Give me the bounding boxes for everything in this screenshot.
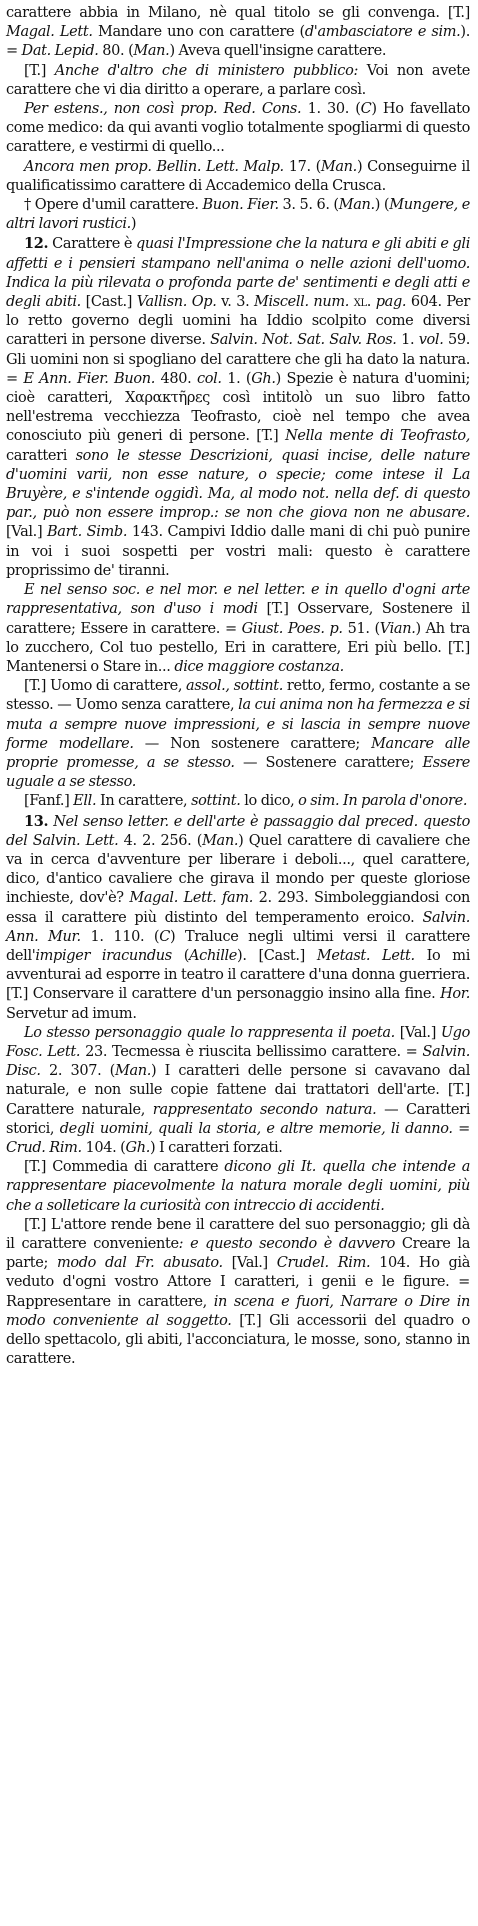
text-run: 1. 30. ( [301, 101, 361, 118]
text-run: 17. ( [283, 158, 321, 175]
text-run: 23. Tecmessa è riuscita bellissimo carattere. [80, 1043, 406, 1060]
text-run: 2. 307. ( [40, 1063, 115, 1080]
text-run: = Salvin. Disc. [6, 1043, 470, 1080]
text-run: 2. 293. Simboleggiandosi con essa il carattere più distinto del temperamento eroico. [6, 890, 471, 926]
text-run: modo dal Fr. abusato. [56, 1255, 223, 1272]
entry-paragraph [6, 4, 470, 62]
text-run: retto, fermo, costante a se stesso. — Uomo senza carattere, [6, 678, 470, 714]
text-run: 604. Per lo retto governo degli uomini ha Iddio scolpito come diversi caratteri in persone diverse. [6, 294, 470, 349]
text-run: Mungere, e altri lavori rustici. [6, 197, 470, 233]
text-run: [Val.] [394, 1024, 441, 1041]
text-run: Man. [115, 1063, 152, 1080]
text-run: 104. ( [81, 1139, 126, 1156]
text-run: ). [Cast.] [237, 947, 317, 964]
text-run: Salvin. Ann. Mur. [6, 909, 470, 945]
text-run: Anche d'altro che di ministero pubblico: [54, 62, 358, 79]
text-run: Gh. [251, 370, 276, 387]
text-run: [Cast.] [80, 294, 137, 311]
text-run: ) Aveva quell'insigne carattere. [169, 43, 387, 60]
text-run: Salvin. Not. Sat. Salv. Ros. [210, 332, 397, 349]
text-run: Mancare alle proprie promesse, a se stesso. [6, 735, 470, 771]
text-run: = E Ann. Fier. Buon. [6, 370, 155, 387]
text-run: caratteri [6, 447, 76, 464]
entry-paragraph [6, 100, 470, 158]
text-run: Magal. Lett. fam. [129, 890, 253, 907]
text-run: Hor. [440, 986, 470, 1003]
text-run: degli uomini, quali la storia, e altre memorie, li danno. = Crud. Rim. [6, 1120, 470, 1156]
entry-paragraph [6, 234, 470, 581]
entry-paragraph [6, 158, 470, 196]
text-run: — Non sostenere carattere; [133, 735, 372, 752]
text-run: Miscell. num. [254, 294, 350, 311]
text-run: [T.] Gli accessorii del quadro o dello spettacolo, gli abiti, l'acconciatura, le mosse, sono, stanno in carattere. [6, 1312, 470, 1368]
text-run: Crudel. Rim. [276, 1255, 371, 1272]
text-run: Metast. Lett. [316, 947, 415, 964]
text-run: : e questo secondo è davvero [178, 1236, 395, 1252]
text-run: — Sostenere carattere; [234, 754, 423, 771]
text-run: ) Ho favellato come medico: da qui avanti voglio totalmente spogliarmi di questo carattere, e vestirmi di quello... [6, 101, 470, 156]
entry-paragraph [6, 1158, 470, 1216]
text-run: Carattere è [48, 236, 136, 253]
text-run: Per estens., non così prop. Red. Cons. [24, 101, 302, 118]
text-run: [T.] [24, 62, 55, 79]
text-run: [T.] Commedia di carattere [24, 1159, 225, 1176]
text-run: Servetur ad imum. [6, 1005, 137, 1022]
text-run: impiger iracundus [35, 947, 172, 964]
text-run: 80. ( [98, 43, 134, 60]
text-run: ). [460, 24, 470, 41]
text-run: carattere abbia in Milano, nè qual titolo se gli convenga. [T.] [6, 5, 470, 21]
text-run: 3. 5. 6. ( [278, 197, 339, 214]
text-run: Essere uguale a se stesso. [6, 754, 470, 791]
text-run: [Val.] [222, 1255, 277, 1272]
text-run: Lo stesso personaggio quale lo rappresenta il poeta. [24, 1024, 395, 1041]
text-run: [T.] L'attore rende bene il carattere del suo personaggio; gli dà il carattere conveniente [6, 1216, 470, 1252]
text-run: Creare la parte; [6, 1236, 470, 1272]
text-run: Ell. [73, 793, 97, 810]
text-run: in scena e fuori, Narrare o Dire in modo conveniente al soggetto. [6, 1293, 470, 1329]
text-run: d'ambasciatore e sim. [304, 24, 461, 41]
text-run: ) Ah tra lo zucchero, Col tuo pestello, Eri in carattere, Eri più bello. [T.] Mantenersi o Stare in... [6, 620, 470, 675]
entry-paragraph [6, 196, 470, 234]
entry-paragraph [6, 792, 470, 811]
text-run: ) I caratteri delle persone si cavavano dal naturale, e non sulle copie fattene dai trattatori dell'arte. [T.] Carattere naturale, [6, 1063, 471, 1118]
text-run: [T.] Uomo di carattere, [24, 678, 187, 695]
text-run: = Giust. Poes. p. [224, 620, 343, 637]
text-run: rappresentato secondo natura. [152, 1101, 377, 1118]
text-run: dice maggiore costanza. [174, 658, 344, 675]
text-run: ) Quel carattere di cavaliere che va in cerca d'avventure per liberare i deboli..., quel carattere, dico, d'antico cavaliere che girava il mondo per queste gloriose inchieste, dov'è? [6, 832, 470, 907]
text-run: 1. [396, 332, 419, 349]
text-run: o sim. In parola d'onore. [298, 793, 468, 810]
text-run: [Val.] [6, 524, 47, 541]
text-run: Magal. Lett. [6, 24, 93, 41]
entry-paragraph [6, 62, 470, 100]
text-run: E nel senso soc. e nel mor. e nel letter. e in quello d'ogni arte rappresentativa, son d'uso i modi [6, 582, 470, 618]
text-run: la cui anima non ha fermezza e si muta a sempre nuove impressioni, e si lascia in sempre nuove forme modellare. [6, 697, 470, 752]
entry-paragraph [6, 1024, 470, 1158]
text-run: Nel senso letter. e dell'arte è passaggio dal preced. questo del Salvin. Lett. [6, 813, 470, 849]
text-run: ( [171, 947, 190, 964]
text-run: ) Traluce negli ultimi versi il carattere dell' [6, 928, 470, 964]
text-run: dicono gli It. quella che intende a rappresentare piacevolmente la natura morale degli uomini, più che a solleticare la curiosità con intreccio di accidenti. [6, 1159, 471, 1214]
text-run: 104. Ho già veduto d'ogni vostro Attore I caratteri, i genii e le figure. = Rappresentare in carattere, [6, 1255, 471, 1310]
text-run: 143. Campivi Iddio dalle mani di chi può punire in voi i suoi sospetti per vostri mali: questo è carattere proprissimo de' tiranni. [6, 524, 470, 579]
text-run: 51. ( [342, 620, 380, 637]
text-run: col. [196, 370, 222, 387]
text-run: Vallisn. Op. [136, 294, 217, 311]
text-run: lo dico, [240, 793, 299, 810]
text-run: quasi l'Impressione che la natura e gli abiti e gli affetti e i pensieri stampano nell'anima o nelle azioni dell'uomo. Indica la più rilevata o profonda parte de' sentimenti e degli atti e degli abiti. [6, 236, 470, 311]
text-run: C [159, 928, 170, 945]
text-run: ) I caratteri forzati. [149, 1139, 283, 1156]
text-run: pag. [375, 294, 407, 311]
text-run: Ugo Fosc. Lett. [6, 1024, 470, 1060]
text-run: Man. [133, 43, 170, 60]
text-run: Nella mente di Teofrasto, [285, 428, 471, 445]
text-run: xl. [353, 294, 372, 311]
text-run: In carattere, [96, 793, 192, 810]
entry-paragraph [6, 1216, 470, 1370]
text-run: Bart. Simb. [47, 524, 128, 541]
text-run: 13. [24, 812, 49, 830]
text-run: assol., sottint. [186, 678, 284, 695]
text-run: ) ( [374, 197, 390, 214]
entry-paragraph [6, 581, 470, 677]
text-run: C [360, 101, 372, 118]
text-run: Ancora men prop. Bellin. Lett. Malp. [24, 158, 284, 175]
text-run: Buon. Fier. [202, 197, 279, 214]
text-run: Vian. [379, 620, 416, 637]
text-run: 12. [24, 235, 49, 253]
text-run: 59. Gli uomini non si spogliano del carattere che gli ha dato la natura. [6, 332, 470, 368]
text-run: ) Spezie è natura d'uomini; cioè caratteri, Χαρακτῆρες così intitolò un suo libro fatto nell'estrema vecchiezza Teofrasto, cioè nel tempo che avea conosciuto più generi di persone. [T.] [6, 370, 470, 445]
text-run: 4. 2. 256. ( [118, 832, 203, 849]
text-run: [T.] Osservare, Sostenere il carattere; Essere in carattere. [6, 601, 470, 637]
text-run: — Caratteri storici, [6, 1101, 471, 1137]
text-run: Mandare uno con carattere ( [92, 24, 305, 41]
entry-paragraph [6, 812, 470, 1024]
text-run: sono le stesse Descrizioni, quasi incise, delle nature d'uomini varii, non esse nature, o specie; come intese il La Bruyère, e s'intende oggidì. Ma, al modo not. nella def. di questo par., può non essere improp.: se non che giova non ne abusare. [6, 447, 470, 522]
text-run: Io mi avventurai ad esporre in teatro il carattere d'una donna guerriera. [T.] Conservare il carattere d'un personaggio insino alla fine. [6, 947, 470, 1003]
text-run: Man. [202, 832, 239, 849]
text-run: Gh. [125, 1139, 150, 1156]
text-run: [Fanf.] [24, 793, 74, 810]
text-run: 1. 110. ( [80, 928, 160, 945]
text-run: 480. [154, 370, 197, 387]
text-run: Voi non avete carattere che vi dia diritto a operare, a parlare così. [6, 62, 470, 98]
text-run: † Opere d'umil carattere. [24, 197, 203, 214]
text-run: ) [130, 216, 137, 233]
text-run: 1. ( [221, 370, 252, 387]
entry-paragraph [6, 677, 470, 792]
text-run: = Dat. Lepid. [6, 43, 99, 60]
text-run: Man. [320, 158, 357, 175]
text-run: vol. [418, 332, 444, 349]
text-run: v. 3. [216, 294, 255, 311]
text-run: Man. [338, 197, 375, 214]
text-run: Achille [189, 947, 238, 964]
text-run: ) Conseguirne il qualificatissimo carattere di Accademico della Crusca. [6, 158, 470, 194]
text-run: sottint. [191, 793, 241, 810]
